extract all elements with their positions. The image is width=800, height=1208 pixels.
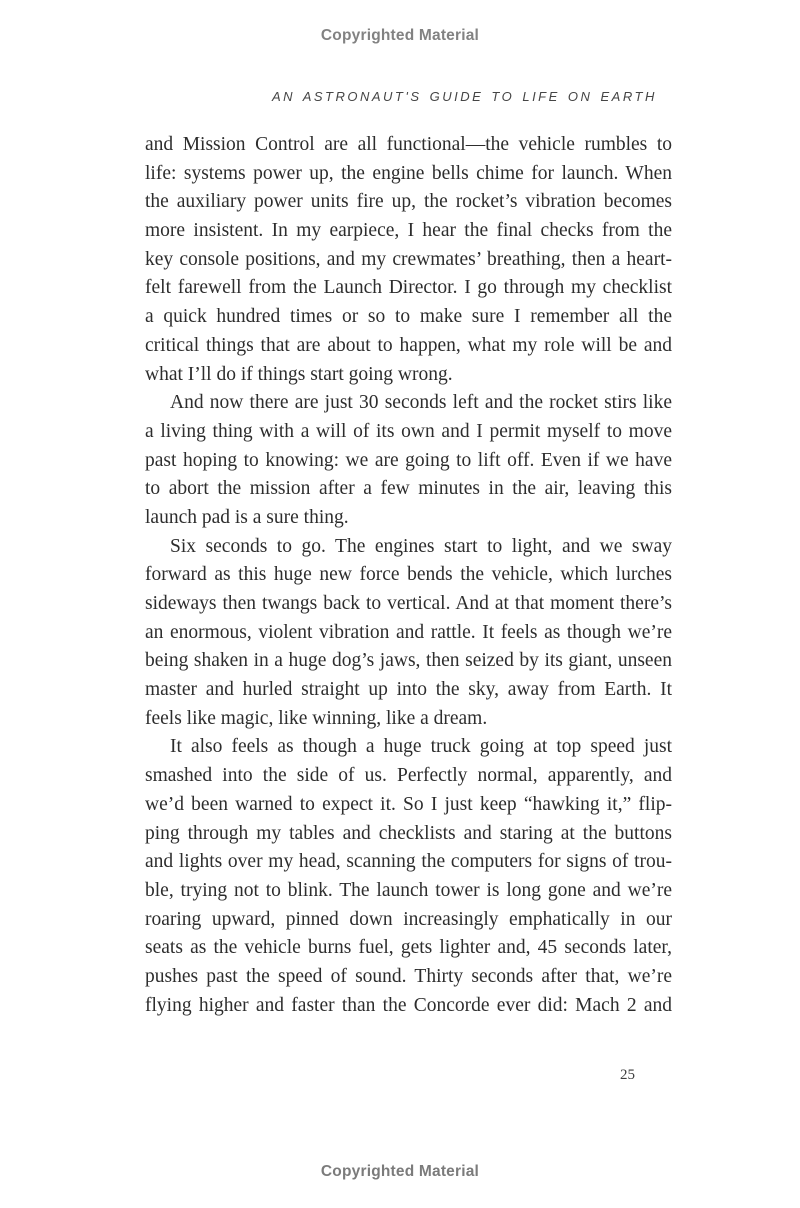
text-line: a living thing with a will of its own and I permit myself to move (145, 420, 672, 442)
text-line: launch pad is a sure thing. (145, 506, 349, 528)
text-line: master and hurled straight up into the sky, away from Earth. It (145, 679, 672, 701)
text-line: past hoping to knowing: we are going to lift off. Even if we have (145, 449, 672, 471)
text-line: more insistent. In my earpiece, I hear the final checks from the (145, 220, 672, 242)
text-line: pushes past the speed of sound. Thirty seconds after that, we’re (145, 965, 672, 987)
text-line: sideways then twangs back to vertical. And at that moment there’s (145, 593, 672, 614)
text-line: an enormous, violent vibration and rattle. It feels as though we’re (145, 621, 672, 643)
text-line: and Mission Control are all functional—the vehicle rumbles to (145, 134, 672, 155)
paragraph (145, 131, 672, 389)
text-line: ble, trying not to blink. The launch tower is long gone and we’re (145, 879, 672, 901)
text-line: the auxiliary power units fire up, the rocket’s vibration becomes (145, 191, 672, 213)
text-line: to abort the mission after a few minutes in the air, leaving this (145, 478, 672, 500)
text-line: Six seconds to go. The engines start to light, and we sway (170, 535, 672, 557)
running-head-book-title: AN ASTRONAUT'S GUIDE TO LIFE ON EARTH (272, 89, 657, 104)
text-line: feels like magic, like winning, like a dream. (145, 707, 488, 729)
text-line: life: systems power up, the engine bells chime for launch. When (145, 162, 672, 184)
copyright-notice-bottom: Copyrighted Material (320, 1163, 480, 1180)
body-text (145, 131, 672, 1020)
text-line: a quick hundred times or so to make sure I remember all the (145, 306, 672, 328)
text-line: felt farewell from the Launch Director. I go through my checklist (145, 277, 672, 299)
text-line: flying higher and faster than the Concorde ever did: Mach 2 and (145, 994, 672, 1016)
paragraph (145, 389, 672, 532)
text-line: what I’ll do if things start going wrong. (145, 363, 453, 385)
text-line: roaring upward, pinned down increasingly emphatically in our (145, 908, 672, 930)
text-line: key console positions, and my crewmates’ breathing, then a heart- (145, 248, 672, 270)
paragraph (145, 733, 672, 1020)
text-line: being shaken in a huge dog’s jaws, then seized by its giant, unseen (145, 650, 672, 672)
text-line: And now there are just 30 seconds left and the rocket stirs like (170, 392, 672, 414)
paragraph (145, 533, 672, 734)
text-line: It also feels as though a huge truck going at top speed just (170, 736, 672, 758)
copyright-notice-top: Copyrighted Material (320, 27, 480, 44)
text-line: ping through my tables and checklists and staring at the buttons (145, 822, 672, 844)
text-line: smashed into the side of us. Perfectly normal, apparently, and (145, 765, 672, 787)
text-line: seats as the vehicle burns fuel, gets lighter and, 45 seconds later, (145, 937, 672, 959)
text-line: we’d been warned to expect it. So I just keep “hawking it,” flip- (145, 793, 672, 815)
text-line: forward as this huge new force bends the vehicle, which lurches (145, 564, 672, 586)
text-line: critical things that are about to happen, what my role will be and (145, 334, 672, 356)
page-number: 25 (620, 1067, 635, 1083)
text-line: and lights over my head, scanning the computers for signs of trou- (145, 851, 672, 873)
